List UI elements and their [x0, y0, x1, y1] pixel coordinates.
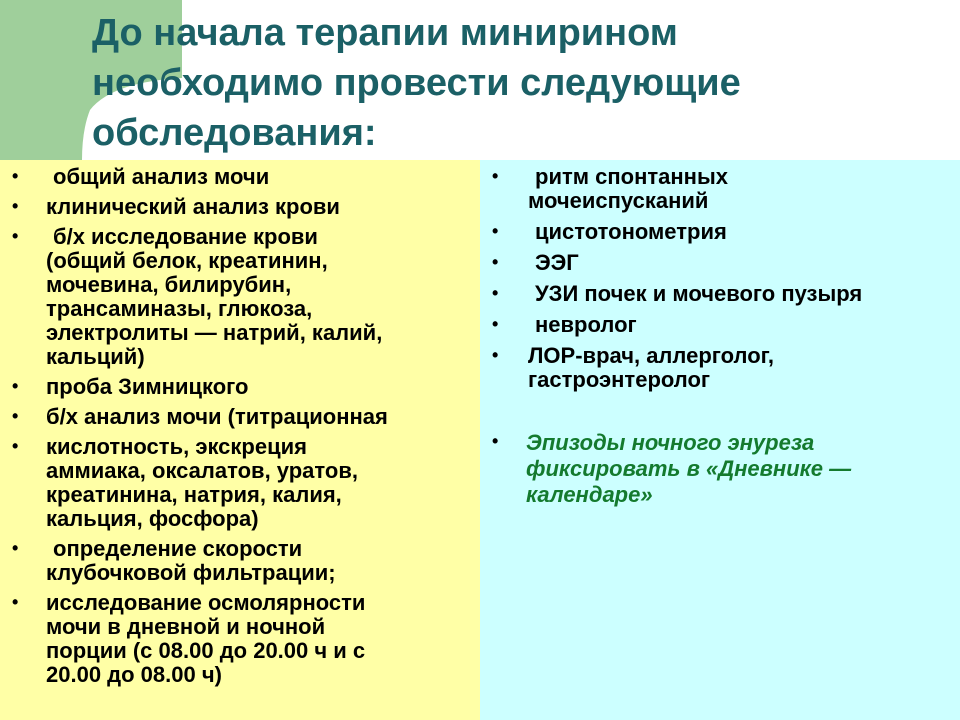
item-line: проба Зимницкого: [46, 374, 249, 399]
note-line: фиксировать в «Дневнике —: [526, 456, 852, 481]
item-line: б/х анализ мочи (титрационная: [46, 404, 388, 429]
bullet-icon: •: [12, 406, 19, 426]
bullet-icon: •: [12, 592, 19, 612]
item-line: мочевина, билирубин,: [46, 272, 292, 297]
bullet-icon: •: [492, 283, 499, 303]
bullet-icon: •: [492, 252, 499, 272]
item-line: электролиты — натрий, калий,: [46, 320, 383, 345]
list-item-ultrasound: [480, 282, 960, 306]
list-item-neurologist: [480, 313, 960, 337]
item-line: (общий белок, креатинин,: [46, 248, 328, 273]
bullet-icon: •: [12, 226, 19, 246]
item-line: кальция, фосфора): [46, 506, 259, 531]
note-line: Эпизоды ночного энуреза: [526, 430, 815, 455]
slide-title: [92, 8, 942, 158]
list-item-cystotonometry: [480, 220, 960, 244]
list-item-urination-rhythm: [480, 165, 960, 213]
list-item-urinalysis: [0, 165, 480, 189]
list-item-urine-biochemistry: [0, 405, 480, 429]
bullet-icon: •: [492, 345, 499, 365]
list-item-eeg: [480, 251, 960, 275]
list-item-filtration-rate: [0, 537, 480, 585]
item-line: определение скорости: [53, 536, 303, 561]
list-item-blood-biochemistry: [0, 225, 480, 369]
note-line: календаре»: [526, 482, 653, 507]
item-line: УЗИ почек и мочевого пузыря: [535, 281, 863, 306]
title-line-2: необходимо провести следующие: [92, 62, 741, 104]
list-item-specialists: [480, 344, 960, 392]
item-line: гастроэнтеролог: [528, 367, 711, 392]
item-line: клубочковой фильтрации;: [46, 560, 336, 585]
left-exam-panel: [0, 160, 480, 720]
item-line: мочеиспусканий: [528, 188, 709, 213]
left-exam-list: [0, 160, 480, 687]
title-line-3: обследования:: [92, 112, 377, 154]
list-item-osmolarity: [0, 591, 480, 687]
bullet-icon: •: [12, 196, 19, 216]
list-item-acid-excretion: [0, 435, 480, 531]
title-line-1: До начала терапии минирином: [92, 12, 678, 54]
decorative-green-block: [0, 0, 82, 160]
bullet-icon: •: [492, 221, 499, 241]
item-line: исследование осмолярности: [46, 590, 366, 615]
bullet-icon: •: [492, 166, 499, 186]
item-line: ритм спонтанных: [535, 164, 728, 189]
bullet-icon: •: [492, 314, 499, 334]
item-line: аммиака, оксалатов, уратов,: [46, 458, 358, 483]
bullet-icon: •: [492, 431, 499, 451]
right-exam-list: [480, 160, 960, 392]
right-exam-panel: [480, 160, 960, 720]
bullet-icon: •: [12, 166, 19, 186]
list-item-zimnitsky-test: [0, 375, 480, 399]
item-line: общий анализ мочи: [53, 164, 270, 189]
item-line: порции (с 08.00 до 20.00 ч и с: [46, 638, 366, 663]
bullet-icon: •: [12, 436, 19, 456]
bullet-icon: •: [12, 376, 19, 396]
item-line: 20.00 до 08.00 ч): [46, 662, 222, 687]
item-line: мочи в дневной и ночной: [46, 614, 326, 639]
item-line: клинический анализ крови: [46, 194, 340, 219]
item-line: кальций): [46, 344, 145, 369]
item-line: б/х исследование крови: [53, 224, 318, 249]
bullet-icon: •: [12, 538, 19, 558]
item-line: ЛОР-врач, аллерголог,: [528, 343, 774, 368]
item-line: невролог: [535, 312, 637, 337]
item-line: ЭЭГ: [535, 250, 579, 275]
diary-note: [492, 430, 946, 508]
list-item-blood-test: [0, 195, 480, 219]
item-line: цистотонометрия: [535, 219, 727, 244]
item-line: креатинина, натрия, калия,: [46, 482, 342, 507]
item-line: трансаминазы, глюкоза,: [46, 296, 313, 321]
item-line: кислотность, экскреция: [46, 434, 307, 459]
